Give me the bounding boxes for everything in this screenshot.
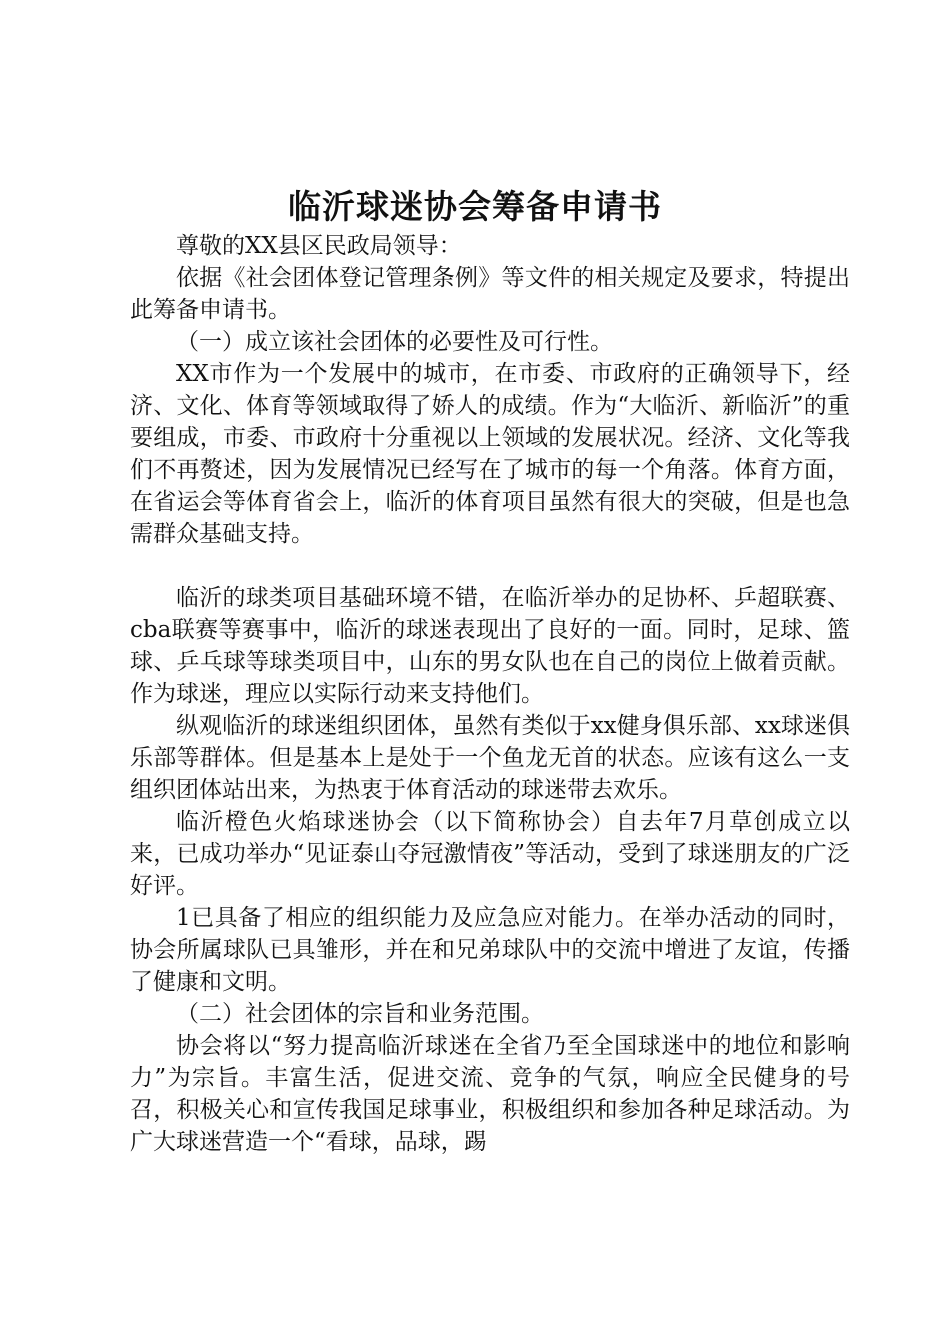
- section-heading-1: （一）成立该社会团体的必要性及可行性。: [176, 329, 613, 355]
- intro-paragraph: 依据《社会团体登记管理条例》等文件的相关规定及要求，特提出此筹备申请书。: [130, 265, 850, 323]
- section-heading-2: （二）社会团体的宗旨和业务范围。: [176, 1001, 544, 1027]
- body-paragraph: 纵观临沂的球迷组织团体，虽然有类似于xx健身俱乐部、xx球迷俱乐部等群体。但是基本上是处于一个鱼龙无首的状态。应该有这么一支组织团体站出来，为热衷于体育活动的球迷带去欢乐。: [130, 713, 850, 803]
- document-body: [130, 230, 850, 1158]
- body-paragraph: 临沂橙色火焰球迷协会（以下简称协会）自去年7月草创成立以来，已成功举办“见证泰山夺冠激情夜”等活动，受到了球迷朋友的广泛好评。: [130, 809, 850, 899]
- body-paragraph: 协会将以“努力提高临沂球迷在全省乃至全国球迷中的地位和影响力”为宗旨。丰富生活，促进交流、竞争的气氛，响应全民健身的号召，积极关心和宣传我国足球事业，积极组织和参加各种足球活动。为广大球迷营造一个“看球，品球，踢: [130, 1033, 850, 1155]
- body-paragraph: XX市作为一个发展中的城市，在市委、市政府的正确领导下，经济、文化、体育等领域取得了娇人的成绩。作为“大临沂、新临沂”的重要组成，市委、市政府十分重视以上领域的发展状况。经济、文化等我们不再赘述，因为发展情况已经写在了城市的每一个角落。体育方面，在省运会等体育省会上，临沂的体育项目虽然有很大的突破，但是也急需群众基础支持。: [130, 361, 850, 547]
- body-paragraph: 临沂的球类项目基础环境不错，在临沂举办的足协杯、乒超联赛、cba联赛等赛事中，临沂的球迷表现出了良好的一面。同时，足球、篮球、乒乓球等球类项目中，山东的男女队也在自己的岗位上做着贡献。作为球迷，理应以实际行动来支持他们。: [130, 585, 850, 707]
- salutation-paragraph: 尊敬的XX县区民政局领导：: [176, 233, 462, 259]
- document-title: 临沂球迷协会筹备申请书: [288, 187, 662, 226]
- body-paragraph: 1已具备了相应的组织能力及应急应对能力。在举办活动的同时，协会所属球队已具雏形，并在和兄弟球队中的交流中增进了友谊，传播了健康和文明。: [130, 905, 850, 995]
